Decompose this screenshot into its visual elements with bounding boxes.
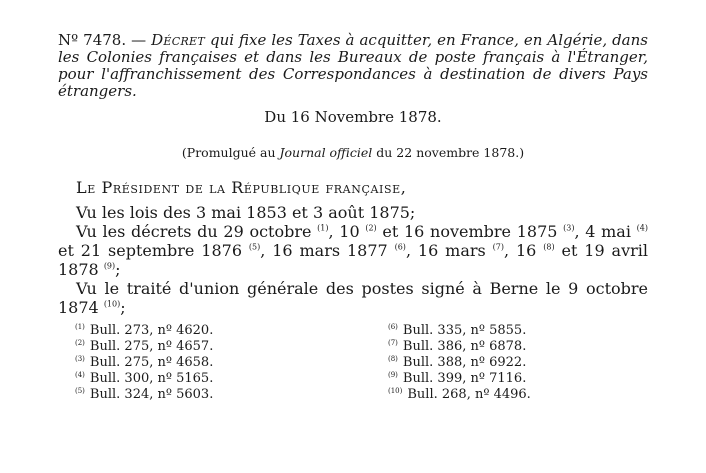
footnote-text: Bull. 275, nº 4658. [89, 355, 214, 370]
text-run: Vu les décrets du 29 octobre [76, 222, 318, 241]
footnote [388, 355, 531, 371]
consideration-decrees [58, 222, 648, 279]
footnote-ref: (6) [394, 242, 406, 252]
footnote [75, 355, 213, 371]
footnote-mark: (1) [75, 322, 85, 331]
footnotes-right [388, 323, 531, 403]
text-run: ; [120, 298, 126, 317]
footnote [388, 371, 531, 387]
decree-dash: — [126, 31, 152, 49]
footnote [75, 339, 213, 355]
footnote-ref: (4) [636, 223, 648, 233]
text-run: et 16 novembre 1875 [376, 222, 564, 241]
footnote [75, 387, 213, 403]
decree-label: Décret [151, 31, 206, 49]
promulgation-note [0, 145, 706, 161]
footnote-ref: (9) [103, 261, 116, 271]
footnote-text: Bull. 399, nº 7116. [402, 371, 527, 386]
promulgation-journal: Journal officiel [279, 145, 373, 160]
text-run: , 10 [328, 222, 366, 241]
footnote-mark: (6) [388, 322, 398, 331]
decree-heading [58, 32, 648, 100]
text-run: , 16 mars [405, 241, 493, 260]
footnote [388, 323, 531, 339]
footnote-text: Bull. 268, nº 4496. [407, 387, 531, 402]
footnote-text: Bull. 300, nº 5165. [89, 371, 214, 386]
text-run: et 21 septembre 1876 [58, 241, 249, 260]
promulgation-open: (Promulgué au [181, 145, 280, 160]
footnote-mark: (3) [75, 354, 85, 363]
footnote [75, 323, 213, 339]
footnote-mark: (8) [388, 354, 398, 363]
footnote-ref: (1) [317, 223, 329, 233]
footnote-ref: (3) [563, 223, 575, 233]
consideration-treaty [58, 279, 648, 317]
president-line: Le Président de la République française, [76, 178, 407, 197]
footnote-mark: (4) [75, 370, 85, 379]
text-run: , 4 mai [574, 222, 637, 241]
decree-title: qui fixe les Taxes à acquitter, en France, en Algérie, dans les Colonies françaises et dans les Bureaux de poste français à l'Étranger, pour l'affranchissement des Correspondances à destination de divers Pays étrangers. [58, 31, 648, 100]
footnote-ref: (10) [103, 299, 121, 309]
footnote-text: Bull. 324, nº 5603. [89, 387, 214, 402]
consideration-laws: Vu les lois des 3 mai 1853 et 3 août 1875; [76, 203, 416, 222]
footnote [75, 371, 213, 387]
footnote-mark: (7) [388, 338, 398, 347]
text-run: et 19 avril 1878 [58, 241, 649, 279]
footnote-text: Bull. 388, nº 6922. [402, 355, 527, 370]
footnote-mark: (9) [388, 370, 398, 379]
considerations [58, 203, 648, 317]
footnote [388, 387, 531, 403]
decree-number: Nº 7478. [58, 31, 127, 49]
footnotes-left [75, 323, 213, 403]
decree-date: Du 16 Novembre 1878. [264, 108, 442, 126]
promulgation-close: du 22 novembre 1878.) [372, 145, 525, 160]
text-run: , 16 mars 1877 [260, 241, 395, 260]
footnote-ref: (2) [365, 223, 377, 233]
text-run: ; [115, 260, 121, 279]
footnote-ref: (5) [248, 242, 261, 252]
text-run: Vu le traité d'union générale des postes signé à Berne le 9 octobre 1874 [58, 279, 648, 317]
footnote-text: Bull. 386, nº 6878. [402, 339, 527, 354]
footnote-text: Bull. 335, nº 5855. [402, 323, 527, 338]
footnote [388, 339, 531, 355]
footnote-text: Bull. 273, nº 4620. [89, 323, 214, 338]
footnote-ref: (7) [492, 242, 504, 252]
footnote-mark: (10) [388, 386, 403, 395]
text-run: , 16 [504, 241, 544, 260]
footnote-mark: (2) [75, 338, 85, 347]
footnote-ref: (8) [543, 242, 555, 252]
footnote-text: Bull. 275, nº 4657. [89, 339, 214, 354]
footnote-mark: (5) [75, 386, 85, 395]
